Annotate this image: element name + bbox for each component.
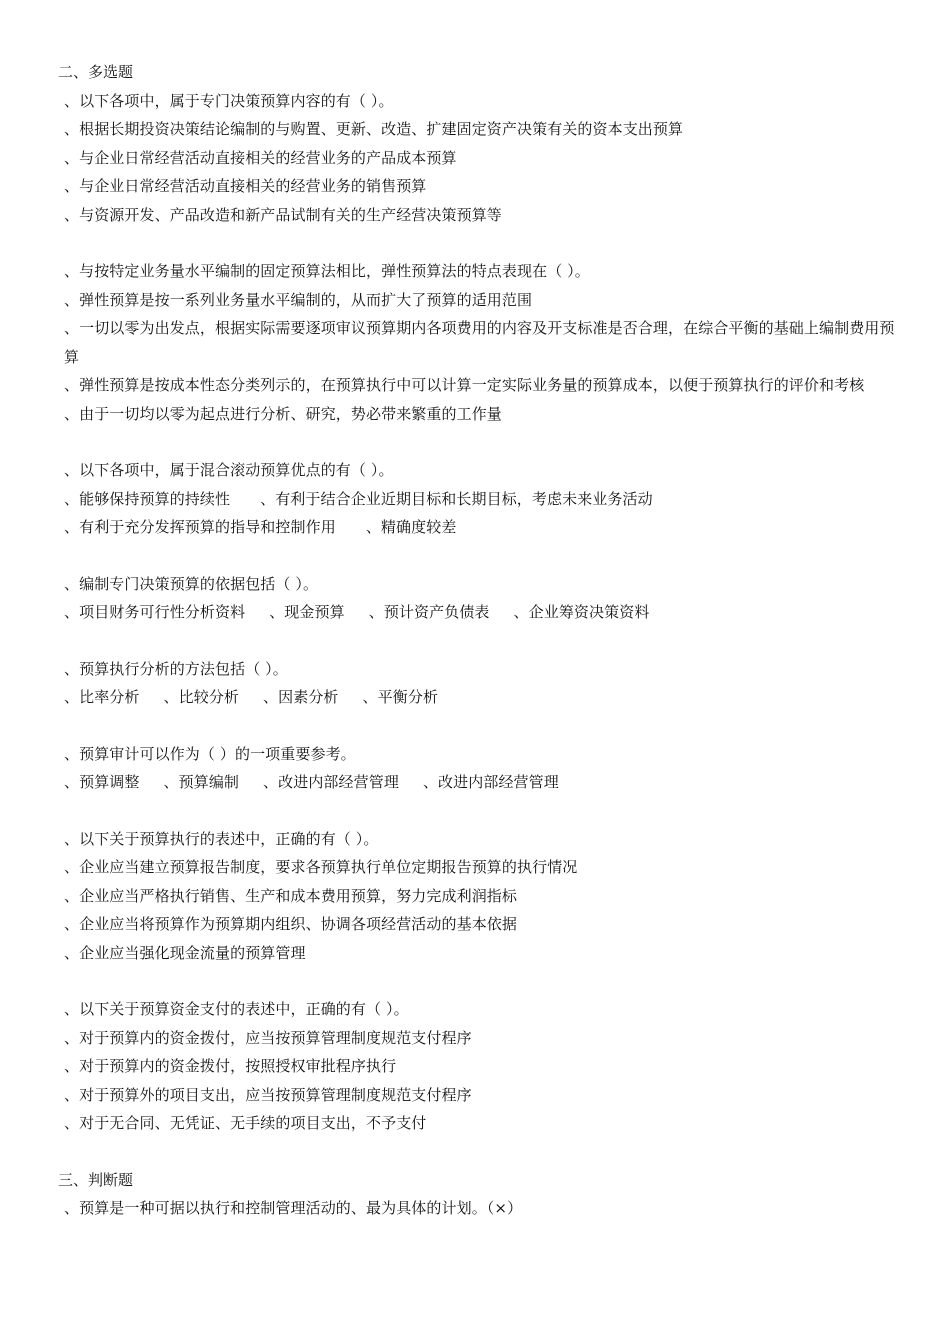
question-5-option-d: 、平衡分析 xyxy=(362,688,439,706)
question-4-options-row xyxy=(58,598,908,627)
question-3-options-row-1 xyxy=(58,485,908,514)
question-5-options-row xyxy=(58,683,908,712)
question-stem-6: 、预算审计可以作为（ ）的一项重要参考。 xyxy=(64,744,356,763)
question-stem-4: 、编制专门决策预算的依据包括（ ）。 xyxy=(64,574,319,593)
question-6-option-d: 、改进内部经营管理 xyxy=(422,773,559,791)
section-title-multiple-choice: 二、多选题 xyxy=(58,63,134,81)
question-4-option-d: 、企业筹资决策资料 xyxy=(513,603,650,621)
question-5-option-c: 、因素分析 xyxy=(263,688,339,706)
question-stem-2: 、与按特定业务量水平编制的固定预算法相比，弹性预算法的特点表现在（ ）。 xyxy=(64,262,590,280)
question-2-option-a: 、弹性预算是按一系列业务量水平编制的，从而扩大了预算的适用范围 xyxy=(64,290,533,309)
question-7-option-c: 、企业应当将预算作为预算期内组织、协调各项经营活动的基本依据 xyxy=(64,915,518,933)
question-stem-3: 、以下各项中，属于混合滚动预算优点的有（ ）。 xyxy=(64,461,394,479)
question-7-option-d: 、企业应当强化现金流量的预算管理 xyxy=(64,943,306,962)
question-1-option-b: 、与企业日常经营活动直接相关的经营业务的产品成本预算 xyxy=(64,148,457,167)
question-3-option-a: 、能够保持预算的持续性 xyxy=(64,489,231,508)
question-6-option-c: 、改进内部经营管理 xyxy=(263,773,399,791)
question-3-option-c: 、有利于充分发挥预算的指导和控制作用 xyxy=(64,518,336,536)
question-stem-8: 、以下关于预算资金支付的表述中，正确的有（ ）。 xyxy=(64,1000,409,1018)
question-8-option-c: 、对于预算外的项目支出，应当按预算管理制度规范支付程序 xyxy=(64,1085,472,1104)
section-title-true-false: 三、判断题 xyxy=(58,1170,134,1189)
question-stem-7: 、以下关于预算执行的表述中，正确的有（ ）。 xyxy=(64,829,379,848)
question-1-option-a: 、根据长期投资决策结论编制的与购置、更新、改造、扩建固定资产决策有关的资本支出预算 xyxy=(64,120,684,138)
question-6-options-row xyxy=(58,768,908,797)
question-5-option-a: 、比率分析 xyxy=(64,688,140,706)
question-1-option-d: 、与资源开发、产品改造和新产品试制有关的生产经营决策预算等 xyxy=(64,205,502,224)
question-7-option-b: 、企业应当严格执行销售、生产和成本费用预算，努力完成利润指标 xyxy=(64,886,518,905)
document-page xyxy=(58,58,908,1223)
question-6-option-a: 、预算调整 xyxy=(64,773,140,791)
question-4-option-a: 、项目财务可行性分析资料 xyxy=(64,603,246,621)
question-stem-1: 、以下各项中，属于专门决策预算内容的有（ ）。 xyxy=(64,91,394,110)
question-3-option-b: 、有利于结合企业近期目标和长期目标，考虑未来业务活动 xyxy=(260,489,653,508)
question-8-option-a: 、对于预算内的资金拨付，应当按预算管理制度规范支付程序 xyxy=(64,1028,472,1047)
question-3-options-row-2 xyxy=(58,513,908,542)
question-2-option-b: 、一切以零为出发点，根据实际需要逐项审议预算期内各项费用的内容及开支标准是否合理，在综合平衡的基础上编制费用预算 xyxy=(64,319,895,366)
question-8-option-b: 、对于预算内的资金拨付，按照授权审批程序执行 xyxy=(64,1057,397,1075)
question-2-option-d: 、由于一切均以零为起点进行分析、研究，势必带来繁重的工作量 xyxy=(64,404,502,423)
question-8-option-d: 、对于无合同、无凭证、无手续的项目支出，不予支付 xyxy=(64,1114,427,1132)
question-1-option-c: 、与企业日常经营活动直接相关的经营业务的销售预算 xyxy=(64,177,427,195)
question-7-option-a: 、企业应当建立预算报告制度，要求各预算执行单位定期报告预算的执行情况 xyxy=(64,858,578,876)
question-6-option-b: 、预算编制 xyxy=(163,773,240,791)
question-4-option-c: 、预计资产负债表 xyxy=(368,603,490,621)
question-3-option-d: 、精确度较差 xyxy=(365,518,457,536)
judgement-statement-1: 、预算是一种可据以执行和控制管理活动的、最为具体的计划。（×） xyxy=(64,1199,523,1217)
question-stem-5: 、预算执行分析的方法包括（ ）。 xyxy=(64,659,288,678)
question-5-option-b: 、比较分析 xyxy=(163,688,240,706)
question-4-option-b: 、现金预算 xyxy=(269,603,345,621)
question-2-option-c: 、弹性预算是按成本性态分类列示的，在预算执行中可以计算一定实际业务量的预算成本，以便于预算执行的评价和考核 xyxy=(64,376,865,394)
